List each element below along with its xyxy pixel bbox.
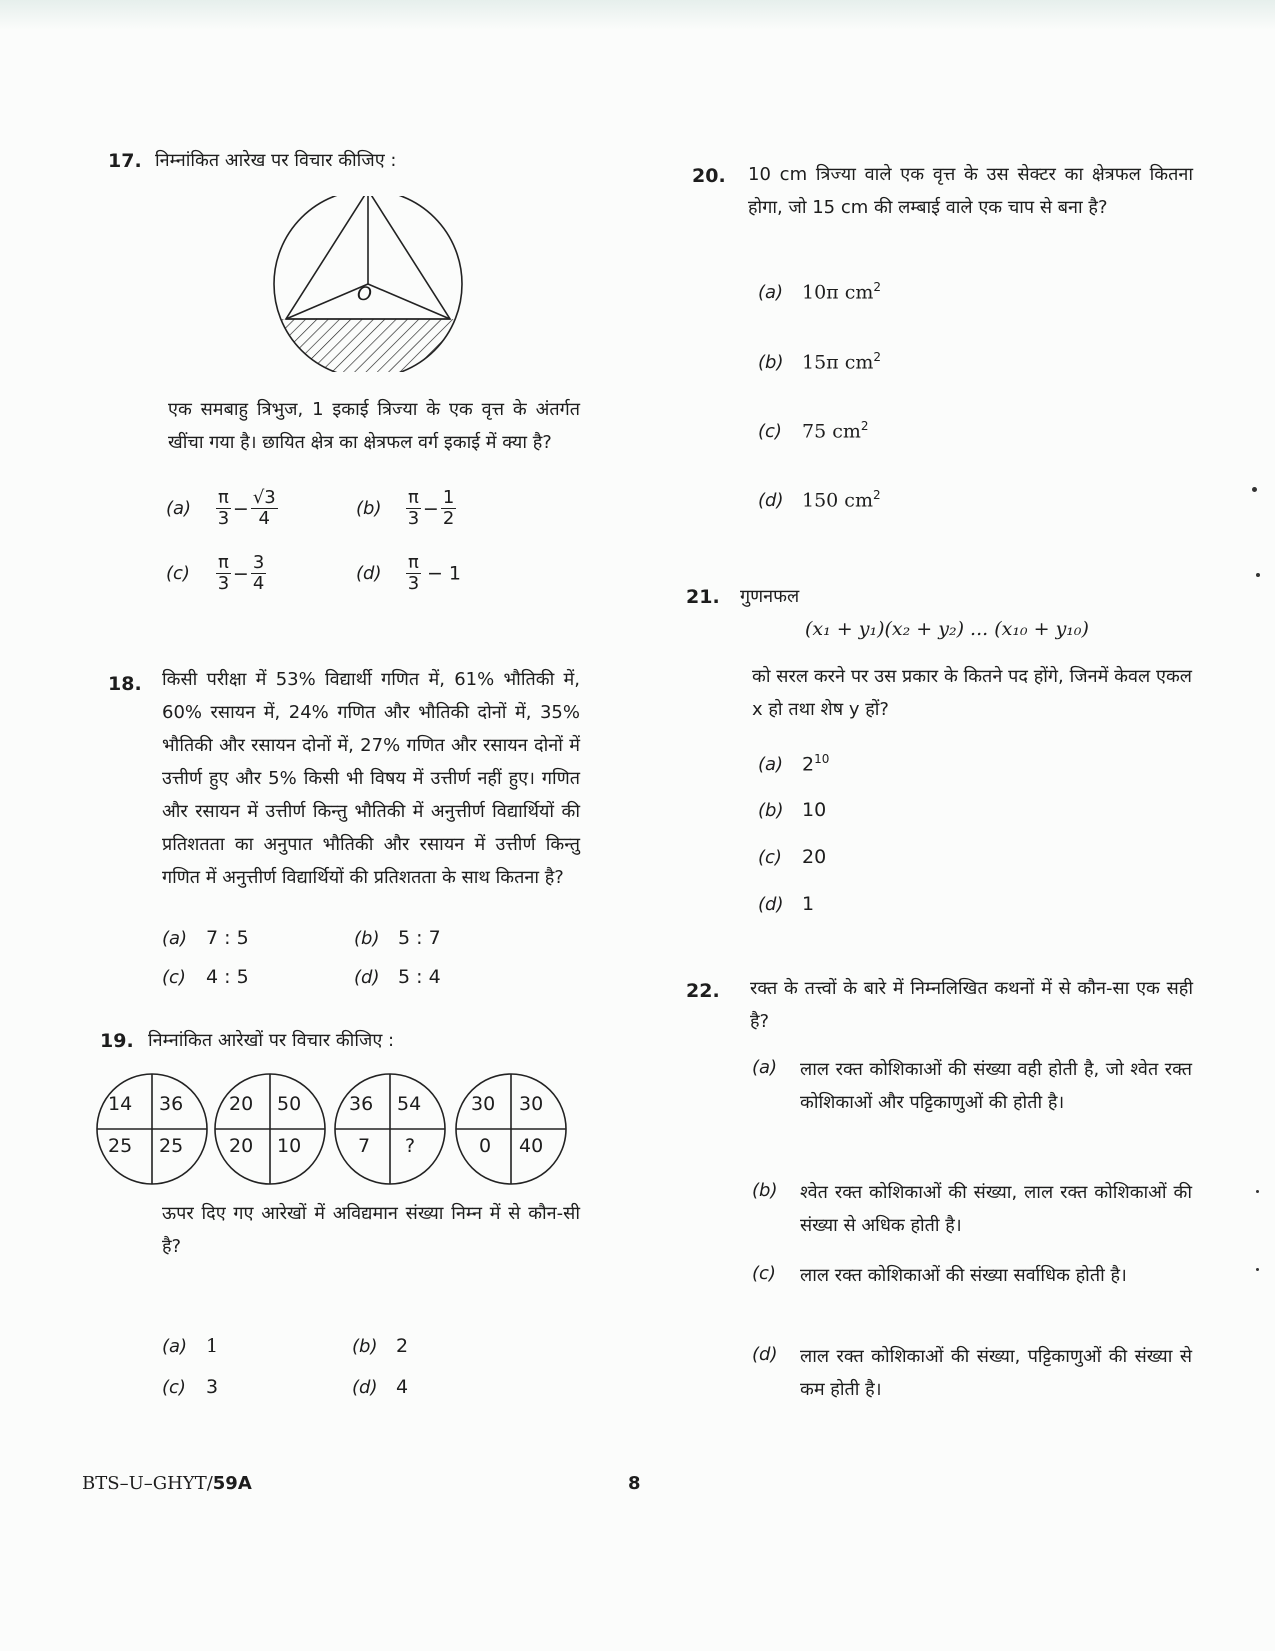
- option-c[interactable]: (c) 3: [162, 1376, 219, 1398]
- option-b[interactable]: (b) 2: [352, 1335, 409, 1357]
- option-b[interactable]: (b) $\frac{\pi}{3}$ − $\frac{1}{2}$: [356, 487, 455, 529]
- option-d[interactable]: (d) $\frac{\pi}{3}$ − 1: [356, 552, 461, 594]
- question-prompt: गुणनफल: [740, 586, 800, 607]
- paper-code: BTS–U–GHYT/59A: [82, 1473, 252, 1494]
- question-body: रक्त के तत्त्वों के बारे में निम्नलिखित कथनों में से कौन-सा एक सही है?: [750, 978, 1193, 1032]
- scan-dot: [1256, 573, 1260, 577]
- number-circle-3: 36 54 7 ?: [334, 1073, 446, 1185]
- option-a[interactable]: (a) 10π $cm^2$: [758, 280, 882, 304]
- question-body: एक समबाहु त्रिभुज, 1 इकाई त्रिज्या के एक वृत्त के अंतर्गत खींचा गया है। छायित क्षेत्र का क्षेत्रफल वर्ग इकाई में क्या है?: [168, 399, 580, 453]
- scan-dot: [1252, 487, 1257, 492]
- number-circle-4: 30 30 0 40: [455, 1073, 567, 1185]
- question-body: ऊपर दिए गए आरेखों में अविद्यमान संख्या निम्न में से कौन-सी है?: [162, 1203, 580, 1257]
- question-number: 19.: [100, 1030, 134, 1052]
- option-b[interactable]: (b) 15π $cm^2$: [758, 350, 882, 374]
- center-label-o: O: [357, 283, 372, 305]
- question-number: 17.: [108, 150, 142, 172]
- question-number: 20.: [692, 165, 726, 187]
- option-d[interactable]: (d) 4: [352, 1376, 409, 1398]
- question-body: को सरल करने पर उस प्रकार के कितने पद होंगे, जिनमें केवल एकल x हो तथा शेष y हों?: [752, 666, 1192, 720]
- number-circle-1: 14 36 25 25: [96, 1073, 208, 1185]
- option-a[interactable]: (a) 7 : 5: [162, 927, 249, 949]
- question-number: 18.: [108, 673, 142, 695]
- option-d[interactable]: (d) 150 $cm^2$: [758, 488, 881, 512]
- product-expression: (x₁ + y₁)(x₂ + y₂) ... (x₁₀ + y₁₀): [805, 618, 1089, 640]
- question-prompt: निम्नांकित आरेख पर विचार कीजिए :: [155, 150, 397, 171]
- option-c[interactable]: (c) 20: [758, 846, 827, 868]
- question-number: 21.: [686, 586, 720, 608]
- option-d[interactable]: (d) 1: [758, 893, 815, 915]
- number-circle-2: 20 50 20 10: [214, 1073, 326, 1185]
- option-c[interactable]: (c) $\frac{\pi}{3}$ − $\frac{3}{4}$: [166, 552, 265, 594]
- scan-artifact: [0, 0, 1275, 30]
- question-body: किसी परीक्षा में 53% विद्यार्थी गणित में, 61% भौतिकी में, 60% रसायन में, 24% गणित और भौतिकी दोनों में, 35% भौतिकी और रसायन दोनों में, 27% गणित और रसायन दोनों में उत्तीर्ण हुए और 5% किसी भी विषय में उत्तीर्ण नहीं हुए। गणित और रसायन में उत्तीर्ण किन्तु भौतिकी में अनुत्तीर्ण विद्यार्थियों की प्रतिशतता का अनुपात भौतिकी और रसायन में उत्तीर्ण किन्तु गणित में अनुत्तीर्ण विद्यार्थियों की प्रतिशतता के साथ कितना है?: [162, 669, 580, 888]
- option-c[interactable]: (c) 4 : 5: [162, 966, 249, 988]
- option-d[interactable]: (d) 5 : 4: [354, 966, 441, 988]
- option-b[interactable]: (b) 10: [758, 799, 827, 821]
- option-b[interactable]: (b) श्वेत रक्त कोशिकाओं की संख्या, लाल रक्त कोशिकाओं की संख्या से अधिक होती है।: [752, 1180, 1192, 1236]
- question-number: 22.: [686, 980, 720, 1002]
- scan-dot: [1256, 1268, 1259, 1271]
- option-b[interactable]: (b) 5 : 7: [354, 927, 441, 949]
- question-prompt: निम्नांकित आरेखों पर विचार कीजिए :: [148, 1030, 395, 1051]
- option-a[interactable]: (a) 1: [162, 1335, 219, 1357]
- page-number: 8: [628, 1473, 641, 1494]
- option-a[interactable]: (a) $\frac{\pi}{3}$ − $\frac{√3}{4}$: [166, 487, 276, 529]
- scan-dot: [1256, 1190, 1259, 1193]
- option-d[interactable]: (d) लाल रक्त कोशिकाओं की संख्या, पट्टिकाणुओं की संख्या से कम होती है।: [752, 1344, 1192, 1400]
- question-body: 10 cm त्रिज्या वाले एक वृत्त के उस सेक्टर का क्षेत्रफल कितना होगा, जो 15 cm की लम्बाई वाले एक चाप से बना है?: [748, 164, 1193, 218]
- option-c[interactable]: (c) लाल रक्त कोशिकाओं की संख्या सर्वाधिक होती है।: [752, 1263, 1127, 1286]
- option-a[interactable]: (a) $2^{10}$: [758, 752, 830, 776]
- option-a[interactable]: (a) लाल रक्त कोशिकाओं की संख्या वही होती है, जो श्वेत रक्त कोशिकाओं और पट्टिकाणुओं की होती है।: [752, 1057, 1192, 1113]
- option-c[interactable]: (c) 75 $cm^2$: [758, 419, 869, 443]
